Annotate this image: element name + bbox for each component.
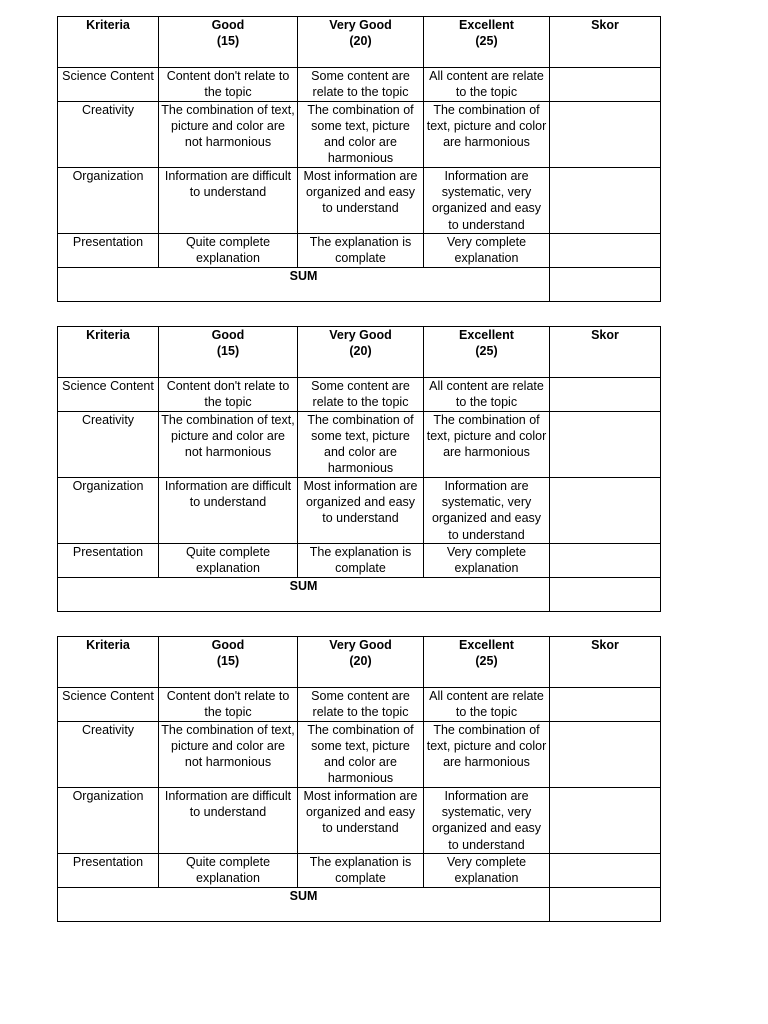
good-cell: Quite complete explanation <box>159 543 298 577</box>
criterion-cell: Organization <box>58 477 159 543</box>
header-good-points: (15) <box>216 654 240 669</box>
header-good-label: Good <box>211 328 245 342</box>
score-cell[interactable] <box>550 68 661 102</box>
score-cell[interactable] <box>550 167 661 233</box>
rubric-table-3 <box>57 636 660 920</box>
good-cell: The combination of text, picture and color are not harmonious <box>159 721 298 787</box>
good-cell: Information are difficult to understand <box>159 167 298 233</box>
excellent-cell: All content are relate to the topic <box>424 378 550 412</box>
header-row <box>58 327 661 378</box>
score-cell[interactable] <box>550 378 661 412</box>
table-row <box>58 477 661 543</box>
very-good-cell: Some content are relate to the topic <box>298 378 424 412</box>
header-good <box>159 17 298 68</box>
excellent-cell: All content are relate to the topic <box>424 68 550 102</box>
header-very-good <box>298 17 424 68</box>
score-cell[interactable] <box>550 411 661 477</box>
very-good-cell: The combination of some text, picture and color are harmonious <box>298 101 424 167</box>
header-criteria: Kriteria <box>58 17 159 68</box>
score-cell[interactable] <box>550 101 661 167</box>
very-good-cell: Some content are relate to the topic <box>298 688 424 722</box>
excellent-cell: Very complete explanation <box>424 543 550 577</box>
criterion-cell: Presentation <box>58 853 159 887</box>
table-row <box>58 101 661 167</box>
very-good-cell: Some content are relate to the topic <box>298 68 424 102</box>
header-very-good-points: (20) <box>349 654 372 669</box>
good-cell: Content don't relate to the topic <box>159 68 298 102</box>
criterion-cell: Science Content <box>58 688 159 722</box>
good-cell: Quite complete explanation <box>159 853 298 887</box>
score-cell[interactable] <box>550 853 661 887</box>
very-good-cell: Most information are organized and easy to understand <box>298 477 424 543</box>
header-score: Skor <box>550 637 661 688</box>
very-good-cell: The explanation is complate <box>298 543 424 577</box>
good-cell: Information are difficult to understand <box>159 787 298 853</box>
score-cell[interactable] <box>550 477 661 543</box>
criterion-cell: Organization <box>58 787 159 853</box>
header-very-good-label: Very Good <box>329 18 392 32</box>
header-excellent <box>424 327 550 378</box>
good-cell: Quite complete explanation <box>159 233 298 267</box>
excellent-cell: Very complete explanation <box>424 233 550 267</box>
excellent-cell: The combination of text, picture and color are harmonious <box>424 411 550 477</box>
header-criteria: Kriteria <box>58 327 159 378</box>
excellent-cell: Information are systematic, very organized and easy to understand <box>424 167 550 233</box>
header-good-points: (15) <box>216 34 240 49</box>
good-cell: Information are difficult to understand <box>159 477 298 543</box>
criterion-cell: Presentation <box>58 543 159 577</box>
criterion-cell: Organization <box>58 167 159 233</box>
criterion-cell: Creativity <box>58 101 159 167</box>
sum-row <box>58 267 661 301</box>
criterion-cell: Creativity <box>58 721 159 787</box>
table-row <box>58 68 661 102</box>
score-cell[interactable] <box>550 721 661 787</box>
table-row <box>58 543 661 577</box>
sum-label: SUM <box>58 267 550 301</box>
sum-score-cell[interactable] <box>550 267 661 301</box>
table-row <box>58 378 661 412</box>
table-row <box>58 721 661 787</box>
score-cell[interactable] <box>550 787 661 853</box>
criterion-cell: Presentation <box>58 233 159 267</box>
excellent-cell: Very complete explanation <box>424 853 550 887</box>
header-good-label: Good <box>211 638 245 652</box>
header-good <box>159 637 298 688</box>
criterion-cell: Science Content <box>58 68 159 102</box>
score-cell[interactable] <box>550 688 661 722</box>
excellent-cell: The combination of text, picture and color are harmonious <box>424 721 550 787</box>
header-excellent-points: (25) <box>475 654 498 669</box>
table-row <box>58 853 661 887</box>
header-criteria: Kriteria <box>58 637 159 688</box>
header-excellent-points: (25) <box>475 344 498 359</box>
header-excellent-points: (25) <box>475 34 498 49</box>
header-row <box>58 17 661 68</box>
very-good-cell: Most information are organized and easy to understand <box>298 787 424 853</box>
very-good-cell: The combination of some text, picture and color are harmonious <box>298 411 424 477</box>
sum-label: SUM <box>58 887 550 921</box>
table-row <box>58 688 661 722</box>
table-row <box>58 167 661 233</box>
criterion-cell: Creativity <box>58 411 159 477</box>
very-good-cell: The explanation is complate <box>298 853 424 887</box>
table-row <box>58 233 661 267</box>
header-good-points: (15) <box>216 344 240 359</box>
good-cell: Content don't relate to the topic <box>159 378 298 412</box>
header-excellent <box>424 17 550 68</box>
header-very-good-label: Very Good <box>329 328 392 342</box>
header-good <box>159 327 298 378</box>
excellent-cell: The combination of text, picture and color are harmonious <box>424 101 550 167</box>
rubric-table-1 <box>57 16 660 300</box>
table-row <box>58 787 661 853</box>
header-score: Skor <box>550 17 661 68</box>
header-very-good-label: Very Good <box>329 638 392 652</box>
header-good-label: Good <box>211 18 245 32</box>
score-cell[interactable] <box>550 233 661 267</box>
header-score: Skor <box>550 327 661 378</box>
rubric-table-2 <box>57 326 660 610</box>
score-cell[interactable] <box>550 543 661 577</box>
header-excellent-label: Excellent <box>459 328 514 342</box>
very-good-cell: Most information are organized and easy to understand <box>298 167 424 233</box>
header-row <box>58 637 661 688</box>
excellent-cell: Information are systematic, very organized and easy to understand <box>424 477 550 543</box>
good-cell: The combination of text, picture and color are not harmonious <box>159 411 298 477</box>
criterion-cell: Science Content <box>58 378 159 412</box>
sum-row <box>58 887 661 921</box>
table-row <box>58 411 661 477</box>
very-good-cell: The explanation is complate <box>298 233 424 267</box>
header-very-good-points: (20) <box>349 344 372 359</box>
header-very-good <box>298 637 424 688</box>
good-cell: The combination of text, picture and color are not harmonious <box>159 101 298 167</box>
header-excellent-label: Excellent <box>459 638 514 652</box>
header-excellent-label: Excellent <box>459 18 514 32</box>
excellent-cell: All content are relate to the topic <box>424 688 550 722</box>
very-good-cell: The combination of some text, picture and color are harmonious <box>298 721 424 787</box>
header-excellent <box>424 637 550 688</box>
header-very-good-points: (20) <box>349 34 372 49</box>
excellent-cell: Information are systematic, very organized and easy to understand <box>424 787 550 853</box>
header-very-good <box>298 327 424 378</box>
good-cell: Content don't relate to the topic <box>159 688 298 722</box>
sum-row <box>58 577 661 611</box>
sum-score-cell[interactable] <box>550 887 661 921</box>
sum-label: SUM <box>58 577 550 611</box>
sum-score-cell[interactable] <box>550 577 661 611</box>
